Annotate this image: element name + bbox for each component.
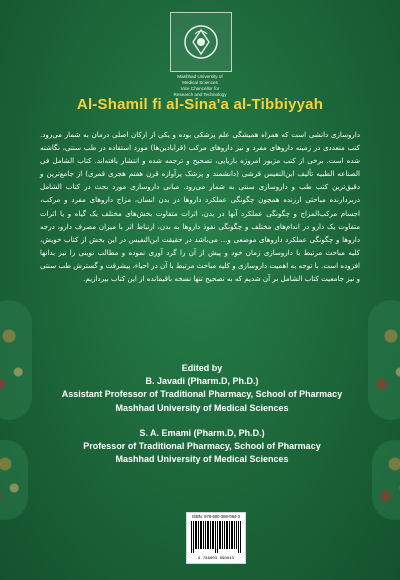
editor-1-affiliation: Mashhad University of Medical Sciences <box>115 402 289 413</box>
book-title: Al-Shamil fi al-Sina'a al-Tibbiyyah <box>76 96 324 113</box>
credits-block <box>44 362 360 466</box>
editor-1-name: B. Javadi (Pharm.D, Ph.D.) <box>145 376 259 387</box>
barcode-icon <box>191 521 241 553</box>
floral-ornament-right <box>368 300 400 420</box>
university-line: Mashhad University of <box>177 74 223 79</box>
book-description: داروسازی دانشی است که همراه همیشگی علم پزشکی بوده و یکی از ارکان اصلی درمان به شمار می‌رود. کتب متعددی در زمینه داروهای مفرد و نیز داروهای مرکب (قرابادین‌ها) مورد استفاده در طب سنتی، نگاشته شده است. برخی از کتب مزبور امروزه بازیابی، تصحیح و ترجمه شده و انتشار یافته‌اند. کتاب الشامل فی الصناعه الطبیه تألیف ابن‌النفیس قرشی (دانشمند و پزشک پرآوازه قرن هفتم هجری قمری) از جامع‌ترین و دقیق‌ترین کتب طب و داروسازی سنتی به شمار می‌رود. مبانی داروسازی مورد بحث در کتاب الشامل دربردارنده مباحثی ارزنده همچون چگونگی عملکرد داروها در بدن انسان، مزاج داروهای مفرد و مرکب، اجسام مرکب‌المزاج و چگونگی عملکرد آنها در بدن، اثرات متفاوت بخش‌های مختلف یک گیاه و یا اثرات متفاوت یک دارو در اندام‌های مختلف و چگونگی نفوذ داروها به بدن، ارتباط اثر با میزان مصرف دارو، درجه داروها و چگونگی عملکرد داروهای موضعی و... می‌باشد در حقیقت ابن‌النفیس در این بخش از کتاب خویش، کلیه مباحث مرتبط با داروسازی زمان خود و پیش از آن را گرد آوری نموده و مطالب نوینی را نیز بدانها افزوده است. با توجه به اهمیت داروسازی و کلیه مباحث مرتبط با آن در احیاء، پیشرفت و گسترش طب سنتی و نیز جامعیت کتاب الشامل بر آن شدیم که به تصحیح تنها نسخه باقیمانده از این کتاب بپردازیم. <box>40 130 360 284</box>
floral-ornament-left-lower <box>0 440 28 520</box>
floral-ornament-right-lower <box>372 440 400 520</box>
university-line: Medical Sciences <box>182 80 218 85</box>
editor-2-role: Professor of Traditional Pharmacy, School of Pharmacy <box>83 441 321 452</box>
barcode-number: 9 786003 690943 <box>197 557 234 561</box>
edited-by-label: Edited by <box>181 363 223 373</box>
floral-ornament-left <box>0 300 32 420</box>
university-line: Vice Chancellor for <box>180 86 220 91</box>
editor-2-name: S. A. Emami (Pharm.D, Ph.D.) <box>139 427 265 438</box>
editor-1-role: Assistant Professor of Traditional Pharmacy, School of Pharmacy <box>61 389 343 400</box>
university-logo <box>170 12 232 72</box>
university-line: Research and Technology <box>173 92 227 97</box>
isbn-barcode <box>186 512 246 564</box>
university-seal-icon <box>181 22 221 62</box>
isbn-label: ISBN: 978-600-369-094-3 <box>192 514 240 519</box>
university-name <box>120 74 280 98</box>
editor-2-affiliation: Mashhad University of Medical Sciences <box>115 454 289 465</box>
